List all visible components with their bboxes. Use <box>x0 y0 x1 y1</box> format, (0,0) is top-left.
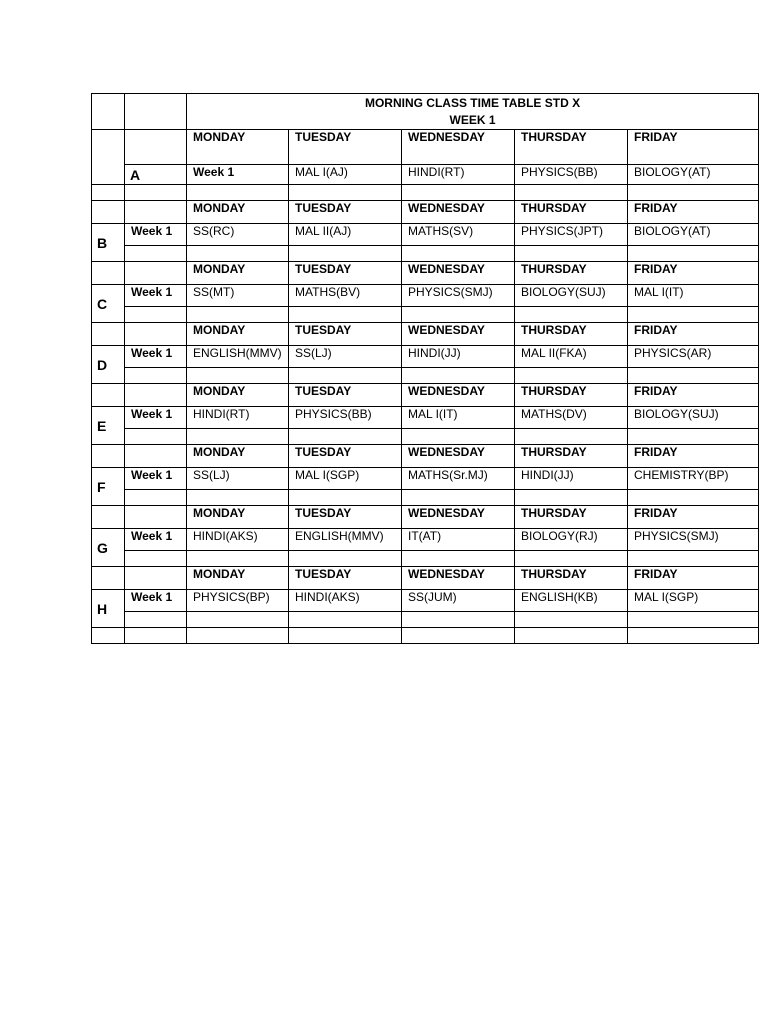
section-label: D <box>92 346 125 384</box>
blank-cell <box>125 384 187 407</box>
blank-cell <box>289 246 402 262</box>
day-header: TUESDAY <box>289 323 402 346</box>
blank-cell <box>289 612 402 628</box>
blank-cell <box>515 612 628 628</box>
subject-cell: PHYSICS(BB) <box>515 165 628 185</box>
day-header: MONDAY <box>187 567 289 590</box>
blank-cell <box>187 246 289 262</box>
day-header: WEDNESDAY <box>402 445 515 468</box>
subject-cell: PHYSICS(AR) <box>628 346 759 368</box>
blank-cell <box>187 368 289 384</box>
day-header: MONDAY <box>187 262 289 285</box>
subject-cell: PHYSICS(SMJ) <box>402 285 515 307</box>
week-label: Week 1 <box>125 285 187 307</box>
blank-cell <box>125 612 187 628</box>
day-header: TUESDAY <box>289 262 402 285</box>
day-header: WEDNESDAY <box>402 201 515 224</box>
subject-cell: MAL I(SGP) <box>628 590 759 612</box>
subject-cell: PHYSICS(JPT) <box>515 224 628 246</box>
subject-cell: SS(JUM) <box>402 590 515 612</box>
section-row <box>92 224 759 246</box>
subject-cell: BIOLOGY(SUJ) <box>628 407 759 429</box>
subject-cell: HINDI(AKS) <box>187 529 289 551</box>
section-row <box>92 346 759 368</box>
blank-cell <box>125 445 187 468</box>
blank-cell <box>125 262 187 285</box>
blank-cell <box>289 307 402 323</box>
subject-cell: MATHS(BV) <box>289 285 402 307</box>
blank-cell <box>289 628 402 644</box>
blank-cell <box>125 307 187 323</box>
subject-cell: MAL I(AJ) <box>289 165 402 185</box>
spacer-row <box>92 185 759 201</box>
day-header: WEDNESDAY <box>402 506 515 529</box>
day-header: THURSDAY <box>515 323 628 346</box>
spacer-row <box>92 307 759 323</box>
blank-cell <box>289 429 402 445</box>
spacer-row <box>92 246 759 262</box>
blank-cell <box>402 368 515 384</box>
subject-cell: BIOLOGY(RJ) <box>515 529 628 551</box>
day-header: FRIDAY <box>628 262 759 285</box>
blank-cell <box>402 551 515 567</box>
blank-cell <box>92 201 125 224</box>
section-row <box>92 285 759 307</box>
section-label: C <box>92 285 125 323</box>
subject-cell: MAL II(AJ) <box>289 224 402 246</box>
blank-cell <box>402 307 515 323</box>
day-header: MONDAY <box>187 130 289 165</box>
week-label: Week 1 <box>125 407 187 429</box>
subject-cell: PHYSICS(BP) <box>187 590 289 612</box>
week-label: Week 1 <box>125 346 187 368</box>
subject-cell: SS(RC) <box>187 224 289 246</box>
day-header: WEDNESDAY <box>402 130 515 165</box>
subject-cell: HINDI(RT) <box>402 165 515 185</box>
blank-cell <box>515 246 628 262</box>
blank-cell <box>125 551 187 567</box>
title-row <box>92 94 759 130</box>
blank-cell <box>515 551 628 567</box>
blank-cell <box>92 384 125 407</box>
subject-cell: MATHS(SV) <box>402 224 515 246</box>
day-header-row <box>92 445 759 468</box>
day-header: WEDNESDAY <box>402 262 515 285</box>
day-header-row <box>92 567 759 590</box>
week-label: Week 1 <box>125 224 187 246</box>
subject-cell: HINDI(AKS) <box>289 590 402 612</box>
day-header: TUESDAY <box>289 130 402 165</box>
subject-cell: PHYSICS(BB) <box>289 407 402 429</box>
section-label: H <box>92 590 125 628</box>
day-header: WEDNESDAY <box>402 384 515 407</box>
blank-cell <box>187 612 289 628</box>
blank-cell <box>92 567 125 590</box>
subject-cell: SS(LJ) <box>289 346 402 368</box>
week-label: Week 1 <box>125 468 187 490</box>
subject-cell: BIOLOGY(AT) <box>628 165 759 185</box>
day-header: TUESDAY <box>289 201 402 224</box>
subject-cell: BIOLOGY(SUJ) <box>515 285 628 307</box>
subject-cell: MAL II(FKA) <box>515 346 628 368</box>
day-header: FRIDAY <box>628 130 759 165</box>
blank-cell <box>125 368 187 384</box>
blank-cell <box>92 185 125 201</box>
timetable-body <box>92 94 759 644</box>
day-header-row <box>92 130 759 165</box>
blank-cell <box>515 368 628 384</box>
subject-cell: MATHS(DV) <box>515 407 628 429</box>
blank-cell <box>125 567 187 590</box>
day-header: FRIDAY <box>628 506 759 529</box>
subject-cell: SS(MT) <box>187 285 289 307</box>
subject-cell: HINDI(RT) <box>187 407 289 429</box>
blank-cell <box>187 490 289 506</box>
section-label: G <box>92 529 125 567</box>
blank-cell <box>92 130 125 185</box>
blank-cell <box>628 429 759 445</box>
subject-cell: HINDI(JJ) <box>515 468 628 490</box>
day-header: MONDAY <box>187 445 289 468</box>
day-header: TUESDAY <box>289 384 402 407</box>
day-header: TUESDAY <box>289 506 402 529</box>
timetable <box>91 93 759 644</box>
day-header: THURSDAY <box>515 567 628 590</box>
day-header: THURSDAY <box>515 506 628 529</box>
subject-cell: ENGLISH(MMV) <box>187 346 289 368</box>
title-line-2: WEEK 1 <box>449 113 496 127</box>
timetable-title <box>187 94 759 130</box>
day-header: MONDAY <box>187 506 289 529</box>
week-label: Week 1 <box>187 165 289 185</box>
day-header: FRIDAY <box>628 445 759 468</box>
day-header-row <box>92 323 759 346</box>
subject-cell: MAL I(SGP) <box>289 468 402 490</box>
blank-cell <box>628 490 759 506</box>
day-header: WEDNESDAY <box>402 323 515 346</box>
spacer-row <box>92 628 759 644</box>
blank-cell <box>125 323 187 346</box>
day-header: MONDAY <box>187 384 289 407</box>
blank-cell <box>92 94 125 130</box>
blank-cell <box>125 246 187 262</box>
day-header: MONDAY <box>187 201 289 224</box>
blank-cell <box>515 628 628 644</box>
day-header: TUESDAY <box>289 567 402 590</box>
subject-cell: CHEMISTRY(BP) <box>628 468 759 490</box>
section-row <box>92 468 759 490</box>
day-header-row <box>92 201 759 224</box>
blank-cell <box>92 262 125 285</box>
blank-cell <box>187 551 289 567</box>
section-label: F <box>92 468 125 506</box>
day-header: FRIDAY <box>628 201 759 224</box>
subject-cell: SS(LJ) <box>187 468 289 490</box>
blank-cell <box>628 368 759 384</box>
day-header: TUESDAY <box>289 445 402 468</box>
blank-cell <box>125 201 187 224</box>
spacer-row <box>92 612 759 628</box>
day-header: MONDAY <box>187 323 289 346</box>
spacer-row <box>92 551 759 567</box>
blank-cell <box>289 368 402 384</box>
subject-cell: MAL I(IT) <box>402 407 515 429</box>
blank-cell <box>92 323 125 346</box>
section-row <box>92 407 759 429</box>
spacer-row <box>92 368 759 384</box>
subject-cell: HINDI(JJ) <box>402 346 515 368</box>
subject-cell: IT(AT) <box>402 529 515 551</box>
section-row <box>92 165 759 185</box>
day-header: THURSDAY <box>515 384 628 407</box>
blank-cell <box>187 185 289 201</box>
week-label: Week 1 <box>125 590 187 612</box>
subject-cell: ENGLISH(KB) <box>515 590 628 612</box>
subject-cell: ENGLISH(MMV) <box>289 529 402 551</box>
blank-cell <box>187 429 289 445</box>
blank-cell <box>187 628 289 644</box>
blank-cell <box>402 628 515 644</box>
blank-cell <box>628 612 759 628</box>
day-header: THURSDAY <box>515 201 628 224</box>
section-row <box>92 529 759 551</box>
blank-cell <box>125 429 187 445</box>
blank-cell <box>92 445 125 468</box>
blank-cell <box>187 307 289 323</box>
blank-cell <box>92 506 125 529</box>
week-label: Week 1 <box>125 529 187 551</box>
blank-cell <box>515 429 628 445</box>
blank-cell <box>125 94 187 130</box>
day-header-row <box>92 262 759 285</box>
blank-cell <box>515 307 628 323</box>
day-header: FRIDAY <box>628 384 759 407</box>
blank-cell <box>402 612 515 628</box>
blank-cell <box>628 307 759 323</box>
day-header: FRIDAY <box>628 567 759 590</box>
day-header-row <box>92 506 759 529</box>
blank-cell <box>125 130 187 165</box>
day-header: FRIDAY <box>628 323 759 346</box>
blank-cell <box>628 246 759 262</box>
blank-cell <box>125 628 187 644</box>
blank-cell <box>289 185 402 201</box>
blank-cell <box>125 506 187 529</box>
blank-cell <box>402 185 515 201</box>
blank-cell <box>125 185 187 201</box>
day-header: THURSDAY <box>515 262 628 285</box>
day-header: THURSDAY <box>515 130 628 165</box>
spacer-row <box>92 490 759 506</box>
blank-cell <box>402 246 515 262</box>
section-row <box>92 590 759 612</box>
spacer-row <box>92 429 759 445</box>
day-header-row <box>92 384 759 407</box>
subject-cell: MATHS(Sr.MJ) <box>402 468 515 490</box>
subject-cell: BIOLOGY(AT) <box>628 224 759 246</box>
title-line-1: MORNING CLASS TIME TABLE STD X <box>364 96 581 110</box>
blank-cell <box>289 490 402 506</box>
blank-cell <box>628 185 759 201</box>
blank-cell <box>628 628 759 644</box>
section-label: A <box>125 165 187 185</box>
subject-cell: PHYSICS(SMJ) <box>628 529 759 551</box>
section-label: E <box>92 407 125 445</box>
blank-cell <box>289 551 402 567</box>
section-label: B <box>92 224 125 262</box>
blank-cell <box>92 628 125 644</box>
blank-cell <box>515 490 628 506</box>
blank-cell <box>125 490 187 506</box>
blank-cell <box>515 185 628 201</box>
day-header: THURSDAY <box>515 445 628 468</box>
blank-cell <box>402 490 515 506</box>
day-header: WEDNESDAY <box>402 567 515 590</box>
blank-cell <box>402 429 515 445</box>
blank-cell <box>628 551 759 567</box>
subject-cell: MAL I(IT) <box>628 285 759 307</box>
